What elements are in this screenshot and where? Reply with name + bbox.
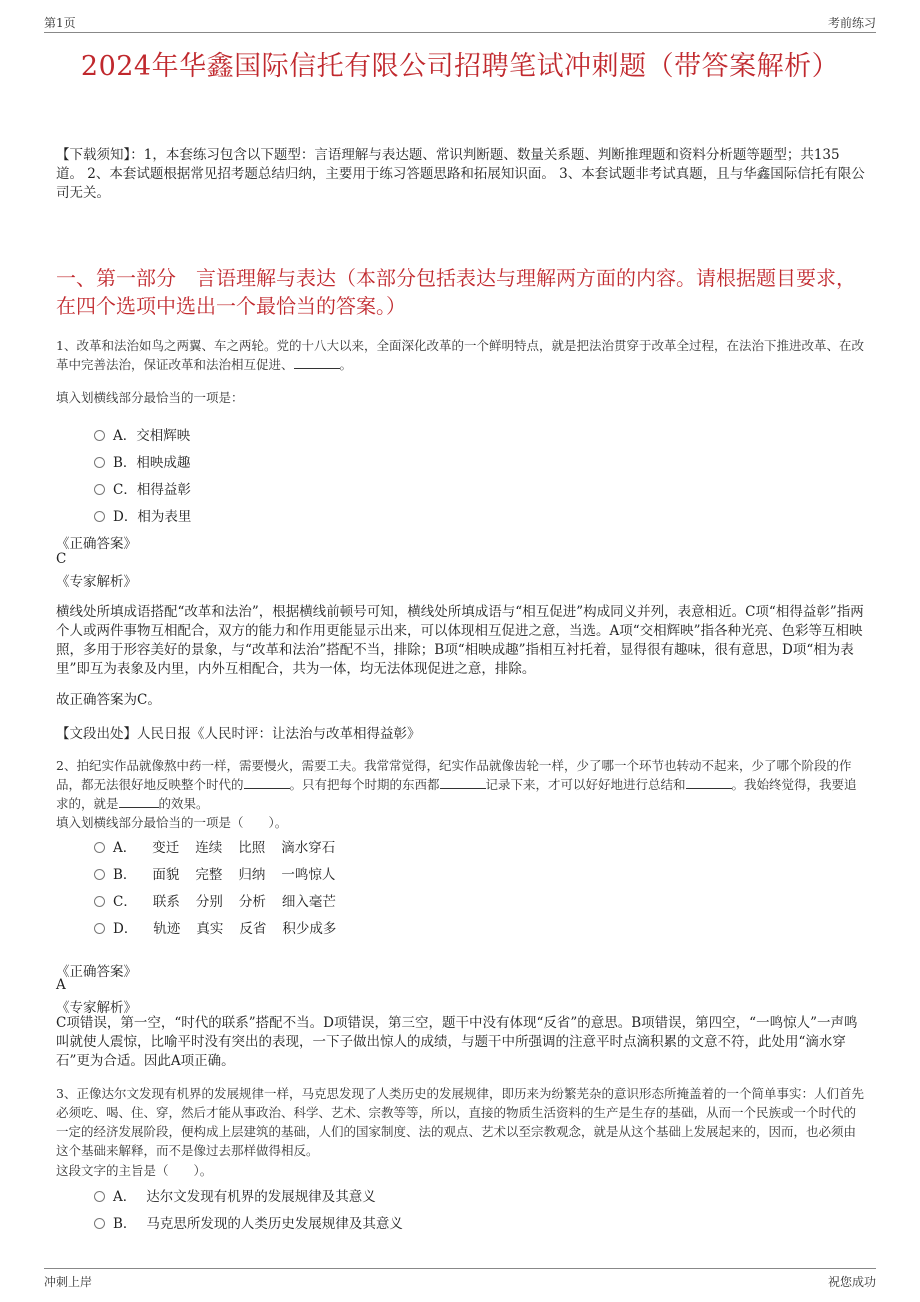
- radio-icon[interactable]: [94, 896, 105, 907]
- radio-icon[interactable]: [94, 457, 105, 468]
- q2-blank-3: [686, 788, 732, 789]
- q1-prompt: 填入划横线部分最恰当的一项是：: [56, 390, 244, 405]
- radio-icon[interactable]: [94, 842, 105, 853]
- page-header: [44, 12, 876, 33]
- radio-icon[interactable]: [94, 923, 105, 934]
- radio-icon[interactable]: [94, 869, 105, 880]
- download-notice: 【下载须知】：1，本套练习包含以下题型：言语理解与表达题、常识判断题、数量关系题、判断推理题和资料分析题等题型；共135道。 2、本套试题根据常见招考题总结归纳，主要用于练习答题思路和拓展知识面。 3、本套试题非考试真题，且与华鑫国际信托有限公司无关。: [56, 147, 865, 201]
- q1-blank: [294, 368, 340, 369]
- q2-analysis: C项错误，第一空，“时代的联系”搭配不当。D项错误，第三空，题干中没有体现“反省”的意思。B项错误，第四空，“一鸣惊人”一声鸣叫就使人震惊，比喻平时没有突出的表现，一下子做出惊人的成绩，与题干中所强调的注意平时点滴积累的文意不符，此处用“滴水穿石”更为合适。因此A项正确。: [56, 1015, 858, 1069]
- q1-option-a[interactable]: A．交相辉映: [94, 424, 190, 444]
- radio-icon[interactable]: [94, 1218, 105, 1229]
- q1-answer: C: [56, 551, 67, 567]
- q2-option-d[interactable]: D． 轨迹 真实 反省 积少成多: [94, 917, 336, 937]
- radio-icon[interactable]: [94, 1191, 105, 1202]
- q3-option-b[interactable]: B． 马克思所发现的人类历史发展规律及其意义: [94, 1212, 403, 1232]
- q1-option-c[interactable]: C．相得益彰: [94, 478, 191, 498]
- question-3-text: 3、正像达尔文发现有机界的发展规律一样，马克思发现了人类历史的发展规律，即历来为纷繁芜杂的意识形态所掩盖着的一个简单事实：人们首先必须吃、喝、住、穿，然后才能从事政治、科学、艺术、宗教等等，所以，直接的物质生活资料的生产是生存的基础，从而一个民族或一个时代的一定的经济发展阶段，便构成上层建筑的基础，人们的国家制度、法的观点、艺术以至宗教观念，就是从这个基础上发展起来的，因而，也必须由这个基础来解释，而不是像过去那样做得相反。: [56, 1086, 864, 1158]
- q1-text-a: 1、改革和法治如鸟之两翼、车之两轮。党的十八大以来，全面深化改革的一个鲜明特点，就是把法治贯穿于改革全过程，在法治下推进改革、在改革中完善法治，保证改革和法治相互促进、: [56, 338, 864, 372]
- question-1-text: [56, 336, 868, 374]
- q2-option-b[interactable]: B． 面貌 完整 归纳 一鸣惊人: [94, 863, 335, 883]
- q1-option-d[interactable]: D．相为表里: [94, 505, 191, 525]
- footer-right: 祝您成功: [827, 1275, 876, 1289]
- q1-option-b[interactable]: B．相映成趣: [94, 451, 190, 471]
- q1-analysis-label: 《专家解析》: [56, 574, 137, 590]
- q1-answer-label: 《正确答案》: [56, 536, 137, 552]
- radio-icon[interactable]: [94, 511, 105, 522]
- q2-option-a[interactable]: A． 变迁 连续 比照 滴水穿石: [94, 836, 335, 856]
- q3-prompt: 这段文字的主旨是（ ）。: [56, 1163, 213, 1178]
- section-heading: 一、第一部分 言语理解与表达（本部分包括表达与理解两方面的内容。请根据题目要求，在四个选项中选出一个最恰当的答案。）: [56, 266, 856, 318]
- q1-source: 【文段出处】人民日报《人民时评：让法治与改革相得益彰》: [56, 726, 421, 742]
- footer-left: 冲刺上岸: [44, 1275, 93, 1289]
- q2-answer-label: 《正确答案》: [56, 964, 137, 980]
- q2-analysis-label: 《专家解析》: [56, 1000, 137, 1016]
- q1-conclusion: 故正确答案为C。: [56, 692, 161, 708]
- header-tag: 考前练习: [827, 16, 876, 30]
- q3-option-a[interactable]: A． 达尔文发现有机界的发展规律及其意义: [94, 1185, 376, 1205]
- q2-blank-1: [244, 788, 290, 789]
- q2-blank-4: [119, 807, 159, 808]
- q2-answer: A: [56, 977, 66, 993]
- q2-option-c[interactable]: C． 联系 分别 分析 细入毫芒: [94, 890, 336, 910]
- q1-text-b: 。: [339, 357, 353, 372]
- q1-analysis: 横线处所填成语搭配“改革和法治”，根据横线前顿号可知，横线处所填成语与“相互促进”构成同义并列，表意相近。C项“相得益彰”指两个人或两件事物互相配合，双方的能力和作用更能显示出来，可以体现相互促进之意，当选。A项“交相辉映”指各种光亮、色彩等互相映照，多用于形容美好的景象，与“改革和法治”搭配不当，排除；B项“相映成趣”指相互衬托着，显得很有趣味，很有意思，D项“相为表里”即互为表象及内里，内外互相配合，共为一体，均无法体现促进之意，排除。: [56, 604, 864, 677]
- q2-blank-2: [440, 788, 486, 789]
- question-2-text: 2、拍纪实作品就像熬中药一样，需要慢火，需要工夫。我常常觉得，纪实作品就像齿轮一样，少了哪一个环节也转动不起来，少了哪个阶段的作品，都无法很好地反映整个时代的 。只有把每个时期的东西都 记录下来，才可以好好地进行总结和 。我始终觉得，我要追求的，就是 的效果。: [56, 758, 857, 811]
- page-number: 第1页: [44, 16, 76, 30]
- radio-icon[interactable]: [94, 430, 105, 441]
- document-title: 2024年华鑫国际信托有限公司招聘笔试冲刺题（带答案解析）: [80, 51, 840, 82]
- page-footer: [44, 1268, 876, 1289]
- radio-icon[interactable]: [94, 484, 105, 495]
- q2-prompt: 填入划横线部分最恰当的一项是（ ）。: [56, 815, 288, 830]
